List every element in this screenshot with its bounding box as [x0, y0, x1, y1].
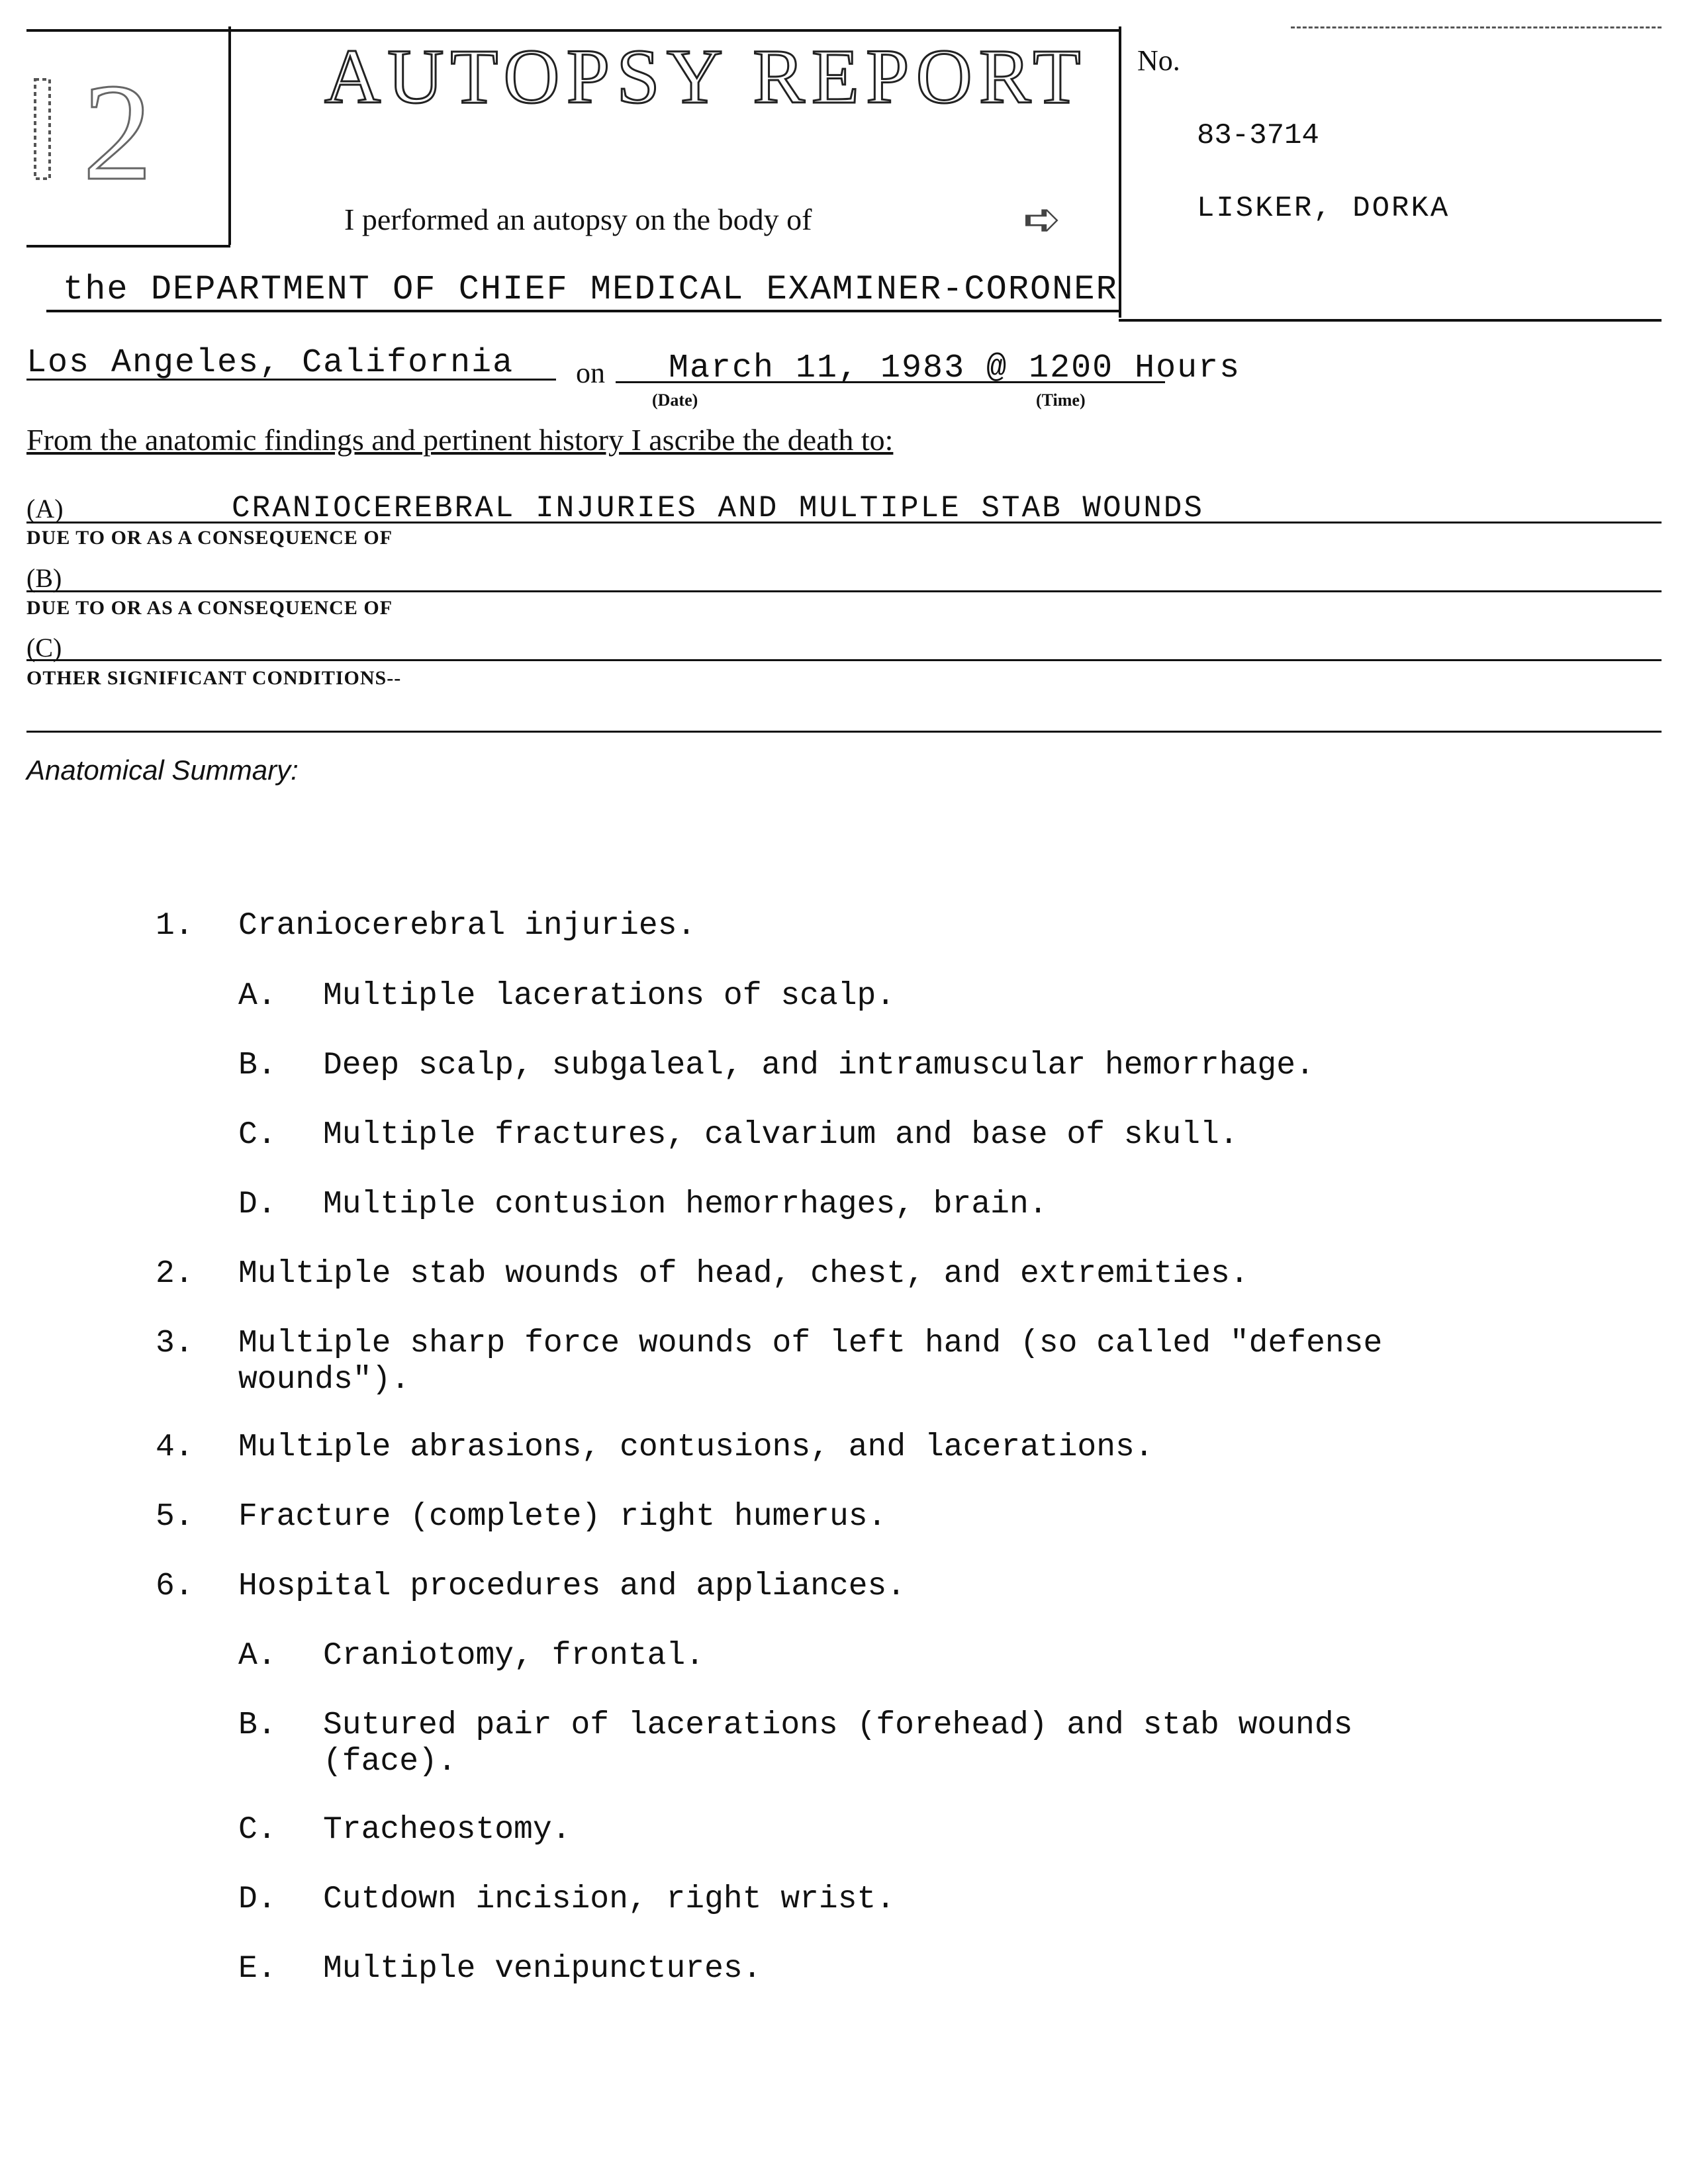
finding-number: 3. [156, 1326, 194, 1361]
header-divider-right [1119, 26, 1121, 318]
finding-text: Multiple sharp force wounds of left hand (so called "defense [238, 1326, 1383, 1361]
date-underline [616, 381, 1165, 383]
sub-finding-text: Multiple fractures, calvarium and base of skull. [323, 1117, 1239, 1153]
department-name: the DEPARTMENT OF CHIEF MEDICAL EXAMINER-CORONER [63, 270, 1118, 309]
cause-c-marker: (C) [26, 633, 62, 662]
finding-number: 2. [156, 1256, 194, 1292]
cause-a-rule [26, 522, 1662, 523]
sub-finding-letter: B. [238, 1707, 277, 1743]
cause-b-rule [26, 590, 1662, 592]
other-conditions-rule [26, 731, 1662, 733]
arrow-icon: ➪ [1023, 195, 1062, 246]
cause-c-rule [26, 659, 1662, 661]
cause-a-marker: (A) [26, 494, 64, 523]
corner-mark: 2 [83, 56, 152, 209]
location-underline [26, 379, 556, 381]
finding-text: Multiple abrasions, contusions, and lacerations. [238, 1430, 1154, 1465]
finding-number: 4. [156, 1430, 194, 1465]
anatomical-summary-label: Anatomical Summary: [26, 754, 299, 786]
time-caption: (Time) [1036, 390, 1086, 410]
sub-finding-text: Multiple lacerations of scalp. [323, 978, 896, 1014]
case-box-top [1291, 26, 1662, 28]
sub-finding-text: Cutdown incision, right wrist. [323, 1882, 896, 1917]
report-title: AUTOPSY REPORT [324, 33, 1088, 120]
sub-finding-letter: C. [238, 1812, 277, 1848]
consequence-label-1: DUE TO OR AS A CONSEQUENCE OF [26, 527, 393, 549]
sub-finding-letter: D. [238, 1187, 277, 1222]
department-rule [46, 310, 1119, 312]
sub-finding-text: Deep scalp, subgaleal, and intramuscular hemorrhage. [323, 1048, 1315, 1083]
on-label: on [576, 357, 605, 389]
sub-finding-letter: D. [238, 1882, 277, 1917]
exam-date-time: March 11, 1983 @ 1200 Hours [669, 349, 1241, 387]
exam-location: Los Angeles, California [26, 344, 514, 382]
sub-finding-letter: B. [238, 1048, 277, 1083]
finding-text: Hospital procedures and appliances. [238, 1569, 906, 1604]
finding-number: 5. [156, 1499, 194, 1535]
ascribe-statement: From the anatomic findings and pertinent history I ascribe the death to: [26, 423, 894, 457]
sub-finding-text: Tracheostomy. [323, 1812, 571, 1848]
cause-b-marker: (B) [26, 563, 62, 593]
sub-finding-text: Craniotomy, frontal. [323, 1638, 705, 1674]
case-box-bottom [1119, 319, 1662, 322]
finding-text: Fracture (complete) right humerus. [238, 1499, 887, 1535]
other-conditions-label: OTHER SIGNIFICANT CONDITIONS-- [26, 667, 402, 689]
finding-number: 6. [156, 1569, 194, 1604]
sub-finding-text: Multiple contusion hemorrhages, brain. [323, 1187, 1048, 1222]
consequence-label-2: DUE TO OR AS A CONSEQUENCE OF [26, 597, 393, 619]
sub-finding-letter: E. [238, 1951, 277, 1987]
cause-of-death: CRANIOCEREBRAL INJURIES AND MULTIPLE STAB WOUNDS [232, 491, 1205, 525]
header-divider-left [228, 26, 231, 245]
finding-text: Multiple stab wounds of head, chest, and extremities. [238, 1256, 1249, 1292]
finding-text: Craniocerebral injuries. [238, 908, 696, 944]
case-number: 83-3714 [1197, 119, 1319, 152]
corner-box-bottom [26, 245, 230, 248]
sub-finding-letter: A. [238, 1638, 277, 1674]
sub-finding-letter: A. [238, 978, 277, 1014]
sub-finding-text: Sutured pair of lacerations (forehead) and stab wounds [323, 1707, 1353, 1743]
sub-finding-text-continued: (face). [323, 1744, 457, 1780]
sub-finding-letter: C. [238, 1117, 277, 1153]
date-caption: (Date) [652, 390, 698, 410]
case-number-label: No. [1137, 44, 1180, 77]
sub-finding-text: Multiple venipunctures. [323, 1951, 762, 1987]
decedent-name: LISKER, DORKA [1197, 192, 1450, 225]
finding-number: 1. [156, 908, 194, 944]
body-of-label: I performed an autopsy on the body of [344, 203, 812, 236]
finding-text-continued: wounds"). [238, 1362, 410, 1398]
